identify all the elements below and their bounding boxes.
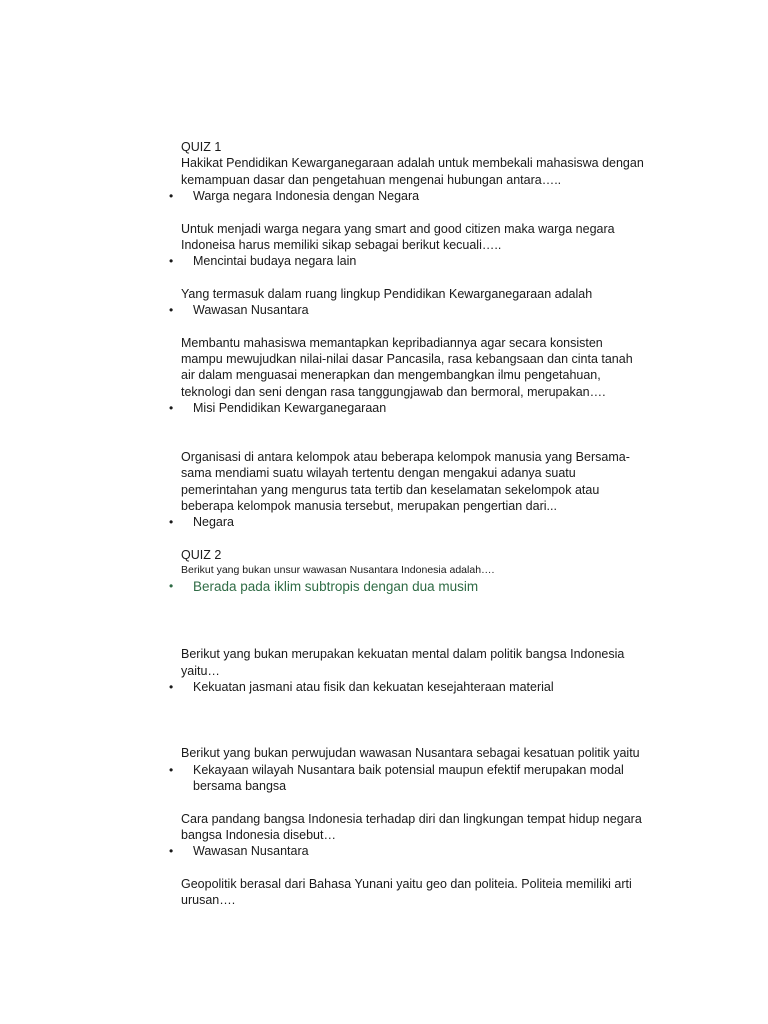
quiz-content <box>169 139 661 909</box>
answer-text: Wawasan Nusantara <box>193 844 309 859</box>
answer-text: Negara <box>193 515 234 530</box>
question-line: bangsa Indonesia disebut… <box>181 827 336 842</box>
answer-bullet <box>169 679 661 695</box>
answer-continuation: bersama bangsa <box>193 779 287 794</box>
question-line: Hakikat Pendidikan Kewarganegaraan adalah untuk membekali mahasiswa dengan <box>181 156 644 171</box>
question-line: Cara pandang bangsa Indonesia terhadap diri dan lingkungan tempat hidup negara <box>181 811 642 826</box>
quiz1-question-4 <box>169 335 661 417</box>
question-line: Organisasi di antara kelompok atau beberapa kelompok manusia yang Bersama- <box>181 449 630 464</box>
answer-bullet <box>169 577 661 596</box>
question-line: Berikut yang bukan perwujudan wawasan Nusantara sebagai kesatuan politik yaitu <box>181 746 640 761</box>
answer-bullet <box>169 253 661 269</box>
answer-text: Warga negara Indonesia dengan Negara <box>193 189 420 204</box>
bullet-icon: • <box>169 762 174 777</box>
bullet-icon: • <box>169 515 174 530</box>
bullet-icon: • <box>169 303 174 318</box>
question-line: pemerintahan yang mengurus tata tertib dan keselamatan sekelompok atau <box>181 482 600 497</box>
quiz1-title: QUIZ 1 <box>181 140 222 154</box>
answer-bullet <box>169 514 661 530</box>
question-line: Yang termasuk dalam ruang lingkup Pendidikan Kewarganegaraan adalah <box>181 286 593 301</box>
bullet-icon: • <box>169 844 174 859</box>
bullet-icon: • <box>169 579 174 594</box>
answer-text: Wawasan Nusantara <box>193 303 309 318</box>
quiz2-question-2 <box>169 646 661 695</box>
question-line: yaitu… <box>181 663 220 678</box>
question-line: beberapa kelompok manusia tersebut, merupakan pengertian dari... <box>181 498 557 513</box>
answer-bullet <box>169 400 661 416</box>
question-line: air dalam menguasai menerapkan dan mengembangkan ilmu pengetahuan, <box>181 368 601 383</box>
question-line: Berikut yang bukan unsur wawasan Nusantara Indonesia adalah…. <box>181 564 495 577</box>
quiz2-question-4 <box>169 811 661 860</box>
question-line: kemampuan dasar dan pengetahuan mengenai hubungan antara….. <box>181 172 562 187</box>
answer-bullet <box>169 188 661 204</box>
quiz2-question-1 <box>169 563 661 596</box>
question-line: Geopolitik berasal dari Bahasa Yunani yaitu geo dan politeia. Politeia memiliki arti <box>181 876 632 891</box>
question-line: Membantu mahasiswa memantapkan kepribadiannya agar secara konsisten <box>181 335 603 350</box>
answer-text: Kekuatan jasmani atau fisik dan kekuatan kesejahteraan material <box>193 679 554 694</box>
bullet-icon: • <box>169 679 174 694</box>
question-line: sama mendiami suatu wilayah tertentu dengan mengakui adanya suatu <box>181 466 576 481</box>
quiz1-question-1 <box>169 155 661 204</box>
answer-text: Misi Pendidikan Kewarganegaraan <box>193 401 387 416</box>
question-line: urusan…. <box>181 893 236 908</box>
question-line: Indoneisa harus memiliki sikap sebagai berikut kecuali….. <box>181 238 502 253</box>
answer-text: Kekayaan wilayah Nusantara baik potensial maupun efektif merupakan modal <box>193 762 624 777</box>
quiz1-question-5 <box>169 449 661 531</box>
quiz1-question-3 <box>169 286 661 319</box>
answer-bullet <box>169 843 661 859</box>
answer-text: Berada pada iklim subtropis dengan dua musim <box>193 579 479 595</box>
question-line: Untuk menjadi warga negara yang smart and good citizen maka warga negara <box>181 221 615 236</box>
question-line: teknologi dan seni dengan rasa tanggungjawab dan bermoral, merupakan…. <box>181 384 606 399</box>
answer-bullet <box>169 302 661 318</box>
quiz2-question-3 <box>169 745 661 794</box>
question-line: Berikut yang bukan merupakan kekuatan mental dalam politik bangsa Indonesia <box>181 647 625 662</box>
bullet-icon: • <box>169 401 174 416</box>
quiz2-question-5 <box>181 876 661 909</box>
quiz2-title: QUIZ 2 <box>181 547 222 562</box>
quiz1-question-2 <box>169 221 661 270</box>
answer-text: Mencintai budaya negara lain <box>193 254 357 269</box>
answer-bullet <box>169 762 661 778</box>
question-line: mampu mewujudkan nilai-nilai dasar Pancasila, rasa kebangsaan dan cinta tanah <box>181 352 633 367</box>
bullet-icon: • <box>169 189 174 204</box>
bullet-icon: • <box>169 254 174 269</box>
